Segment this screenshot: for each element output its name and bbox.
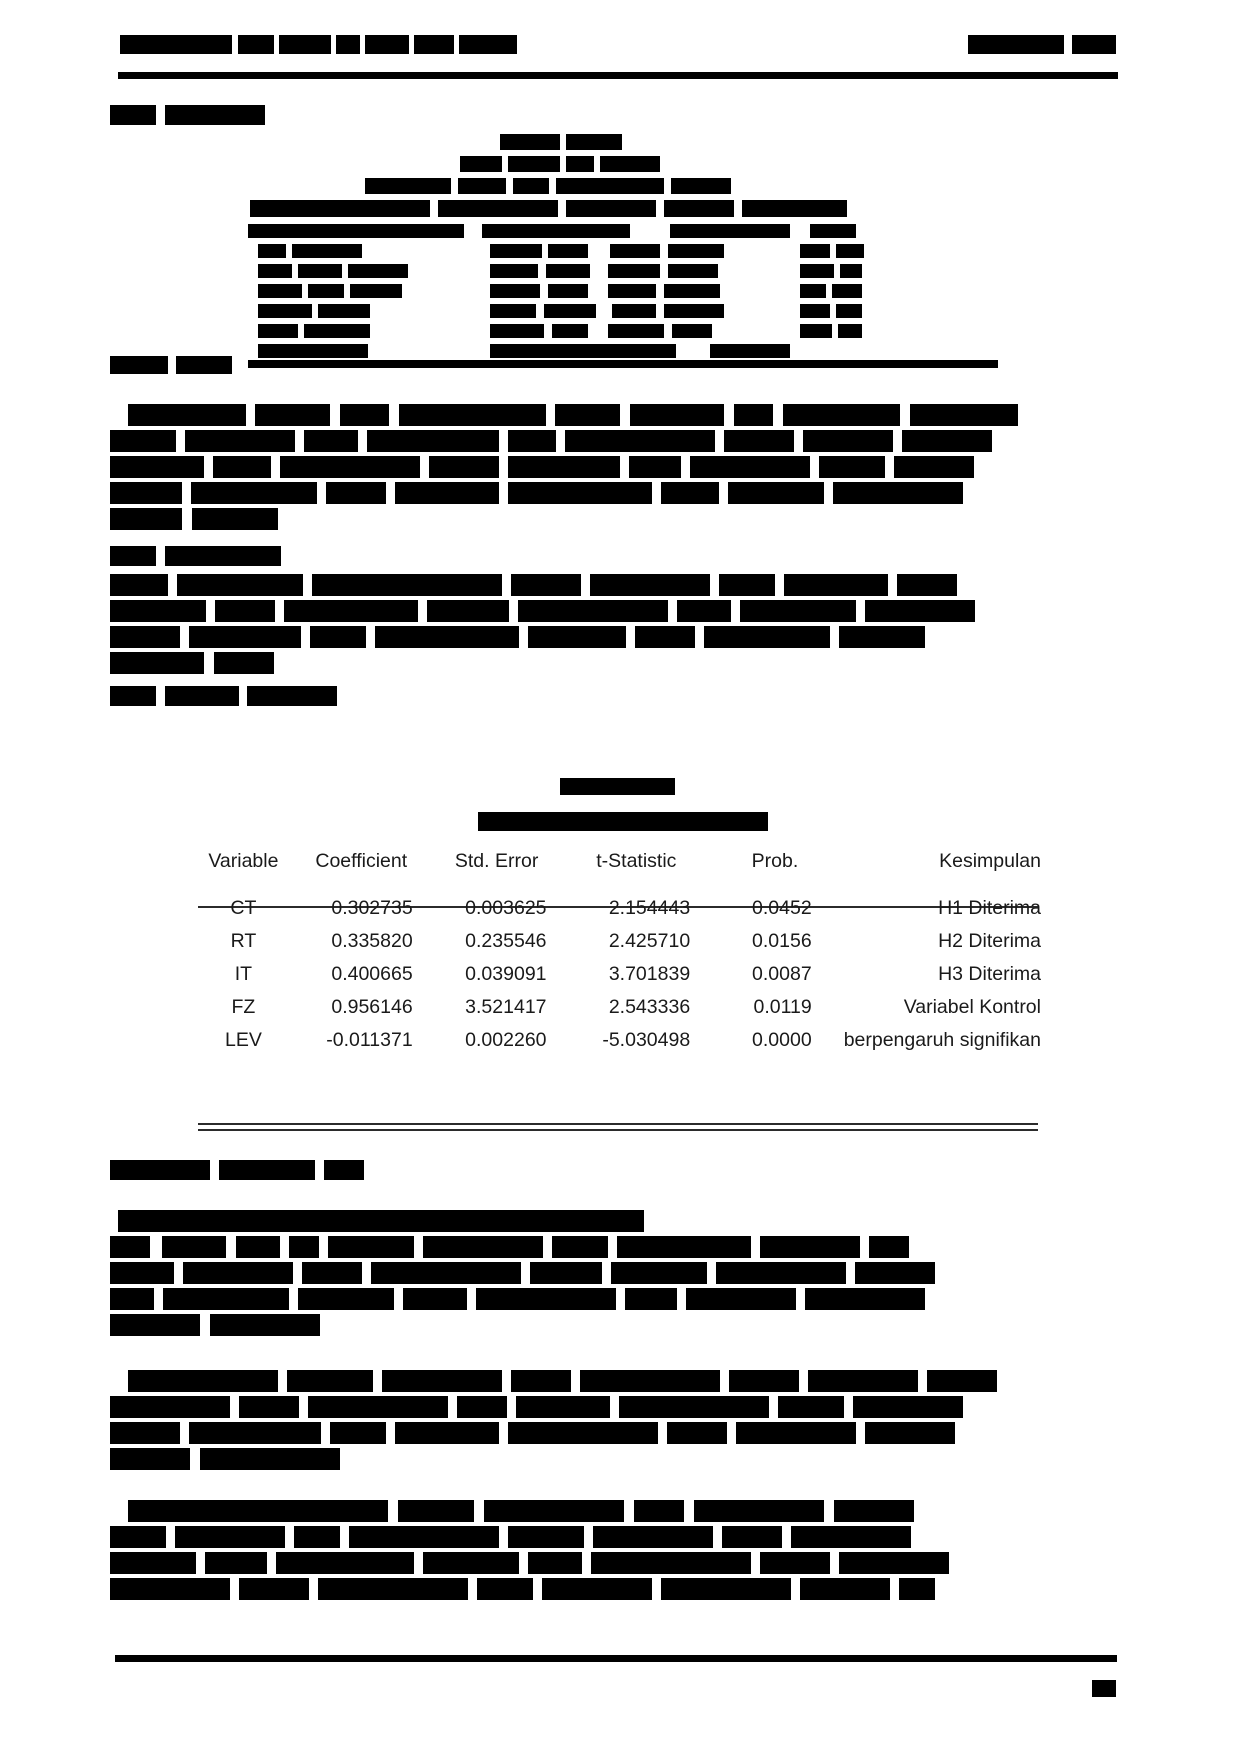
header-right-redacted xyxy=(968,35,1120,54)
cell-variable: LEV xyxy=(224,1029,262,1051)
column-header-kesimpulan: Kesimpulan xyxy=(939,850,1041,872)
section-heading-1 xyxy=(110,105,330,125)
paragraph-line xyxy=(110,600,1010,622)
paragraph-line xyxy=(110,1314,360,1336)
column-header-coefficient: Coefficient xyxy=(315,850,408,872)
paragraph-line xyxy=(110,482,1010,504)
table-subtitle-redacted xyxy=(478,812,768,831)
paragraph-line xyxy=(110,1236,1010,1258)
cell-variable: FZ xyxy=(231,996,256,1018)
cell-t-statistic: 2.425710 xyxy=(608,930,691,952)
cell-kesimpulan: H2 Diterima xyxy=(938,930,1041,952)
section-heading-3 xyxy=(110,686,360,706)
paragraph-line xyxy=(110,508,410,530)
paragraph-line xyxy=(110,456,1010,478)
table-head xyxy=(195,845,1045,885)
cell-variable: IT xyxy=(234,963,253,985)
paragraph-line xyxy=(110,626,1010,648)
cell-prob: 0.0087 xyxy=(752,963,812,985)
page-number-redacted xyxy=(1092,1680,1116,1697)
paragraph-line xyxy=(110,1526,1010,1548)
paragraph-line xyxy=(110,1288,1010,1310)
cell-coefficient: 0.400665 xyxy=(331,963,413,985)
cell-kesimpulan: berpengaruh signifikan xyxy=(843,1029,1041,1051)
paragraph-line xyxy=(110,1396,1010,1418)
table-row xyxy=(195,885,1045,925)
header-left-redacted xyxy=(120,35,520,54)
table-row xyxy=(195,1024,1045,1057)
cell-t-statistic: 2.154443 xyxy=(608,897,691,919)
paragraph-line xyxy=(128,1500,1018,1522)
paragraph-line xyxy=(128,404,1018,426)
cell-variable: RT xyxy=(230,930,257,952)
cell-prob: 0.0000 xyxy=(752,1029,812,1051)
paragraph-line xyxy=(110,1578,1010,1600)
cell-kesimpulan: H3 Diterima xyxy=(938,963,1041,985)
cell-std-error: 0.235546 xyxy=(465,930,547,952)
cell-t-statistic: 2.543336 xyxy=(608,996,691,1018)
column-header-std-error: Std. Error xyxy=(454,850,539,872)
cell-std-error: 0.003625 xyxy=(465,897,547,919)
table-row xyxy=(195,991,1045,1024)
cell-kesimpulan: Variabel Kontrol xyxy=(903,996,1041,1018)
paragraph-line xyxy=(110,430,1010,452)
table-footer-rule-bottom xyxy=(198,1129,1038,1131)
cell-prob: 0.0452 xyxy=(752,897,812,919)
paragraph-line xyxy=(128,1370,1018,1392)
cell-t-statistic: 3.701839 xyxy=(608,963,691,985)
cell-kesimpulan: H1 Diterima xyxy=(938,897,1041,919)
table-row xyxy=(195,925,1045,958)
cell-std-error: 0.039091 xyxy=(465,963,547,985)
regression-results-table xyxy=(195,845,1045,1057)
cell-coefficient: 0.956146 xyxy=(331,996,413,1018)
cell-coefficient: -0.011371 xyxy=(326,1029,413,1051)
cell-coefficient: 0.302735 xyxy=(331,897,413,919)
regression-output-figure xyxy=(110,128,1110,378)
paragraph-line xyxy=(110,1448,450,1470)
column-header-prob: Prob. xyxy=(751,850,799,872)
cell-prob: 0.0156 xyxy=(752,930,812,952)
section-heading-4 xyxy=(110,1160,400,1180)
footer-rule xyxy=(115,1655,1117,1662)
paragraph-line xyxy=(110,574,1010,596)
table-row xyxy=(195,958,1045,991)
paragraph-line xyxy=(118,1210,644,1232)
header-rule xyxy=(118,72,1118,79)
paragraph-line xyxy=(110,652,350,674)
table-title-redacted xyxy=(560,778,675,795)
column-header-t-statistic: t-Statistic xyxy=(596,850,677,872)
table-footer-rule-top xyxy=(198,1123,1038,1125)
paragraph-line xyxy=(110,1422,1010,1444)
column-header-variable: Variable xyxy=(208,850,279,872)
cell-std-error: 3.521417 xyxy=(465,996,547,1018)
cell-std-error: 0.002260 xyxy=(465,1029,547,1051)
paragraph-line xyxy=(110,1262,1010,1284)
cell-coefficient: 0.335820 xyxy=(331,930,413,952)
table-header-row xyxy=(195,845,1045,885)
table-body xyxy=(195,885,1045,1057)
cell-prob: 0.0119 xyxy=(753,996,812,1018)
paragraph-line xyxy=(110,1552,1010,1574)
section-heading-2 xyxy=(110,546,340,566)
cell-t-statistic: -5.030498 xyxy=(602,1029,691,1051)
cell-variable: CT xyxy=(230,897,257,919)
